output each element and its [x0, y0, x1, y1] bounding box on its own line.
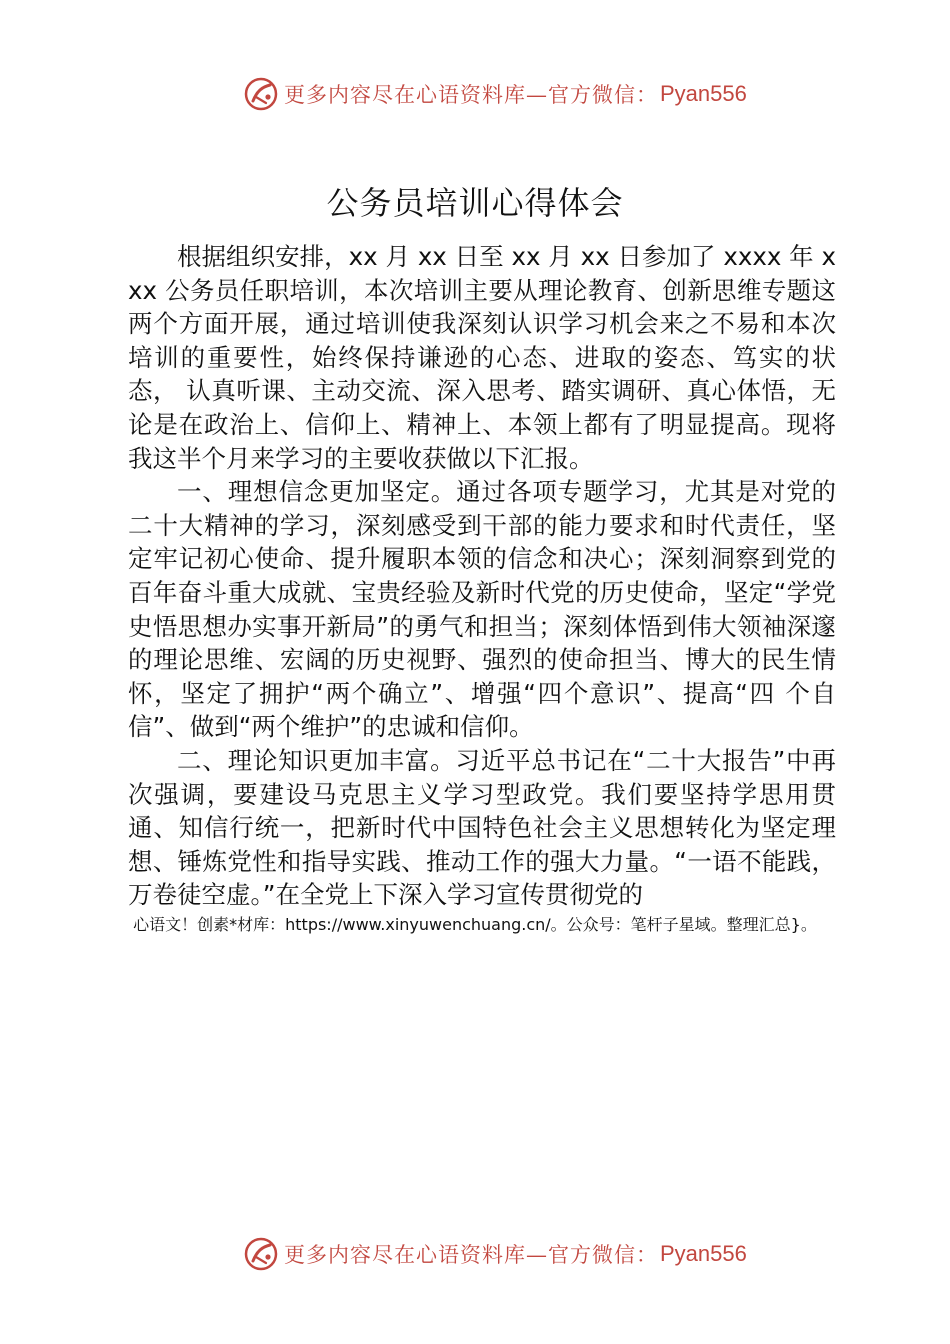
watermark-text: 更多内容尽在心语资料库—官方微信： [284, 1243, 658, 1267]
paragraph-section-2: 二、理论知识更加丰富。习近平总书记在“二十大报告”中再次强调，要建设马克思主义学习型政党。我们要坚持学思用贯通、知信行统一，把新时代中国特色社会主义思想转化为坚定理想、锤炼党性和指导实践、推动工作的强大力量。“一语不能践，万卷徒空虚。”在全党上下深入学习宣传贯彻党的 [128, 745, 836, 910]
footer-watermark [244, 1232, 747, 1276]
paragraph-intro: 根据组织安排，xx 月 xx 日至 xx 月 xx 日参加了 xxxx 年 xxx 公务员任职培训，本次培训主要从理论教育、创新思维专题这两个方面开展，通过培训使我深刻认识学习机会来之不易和本次培训的重要性，始终保持谦逊的心态、进取的姿态、笃实的状态， 认真听课、主动交流、深入思考、踏实调研、真心体悟，无论是在政治上、信仰上、精神上、本领上都有了明显提高。现将我这半个月来学习的主要收获做以下汇报。 [128, 242, 836, 473]
seal-logo-icon [244, 1237, 278, 1271]
seal-logo-icon [244, 77, 278, 111]
document-body [128, 240, 836, 912]
watermark-wechat-id: Pyan556 [660, 81, 747, 106]
paragraph-section-1: 一、理想信念更加坚定。通过各项专题学习，尤其是对党的二十大精神的学习，深刻感受到干部的能力要求和时代责任，坚定牢记初心使命、提升履职本领的信念和决心；深刻洞察到党的百年奋斗重大成就、宝贵经验及新时代党的历史使命，坚定“学党史悟思想办实事开新局”的勇气和担当；深刻体悟到伟大领袖深邃的理论思维、宏阔的历史视野、强烈的使命担当、博大的民生情怀，坚定了拥护“两个确立”、增强“四个意识”、提高“四 个自信”、做到“两个维护”的忠诚和信仰。 [128, 477, 836, 742]
watermark-text: 更多内容尽在心语资料库—官方微信： [284, 83, 658, 107]
document-title: 公务员培训心得体会 [326, 184, 624, 222]
watermark-wechat-id: Pyan556 [660, 1241, 747, 1266]
source-note: 心语文！创素*材库：https://www.xinyuwenchuang.cn/。公众号：笔杆子星域。整理汇总}。 [133, 915, 817, 934]
header-watermark [244, 72, 747, 116]
